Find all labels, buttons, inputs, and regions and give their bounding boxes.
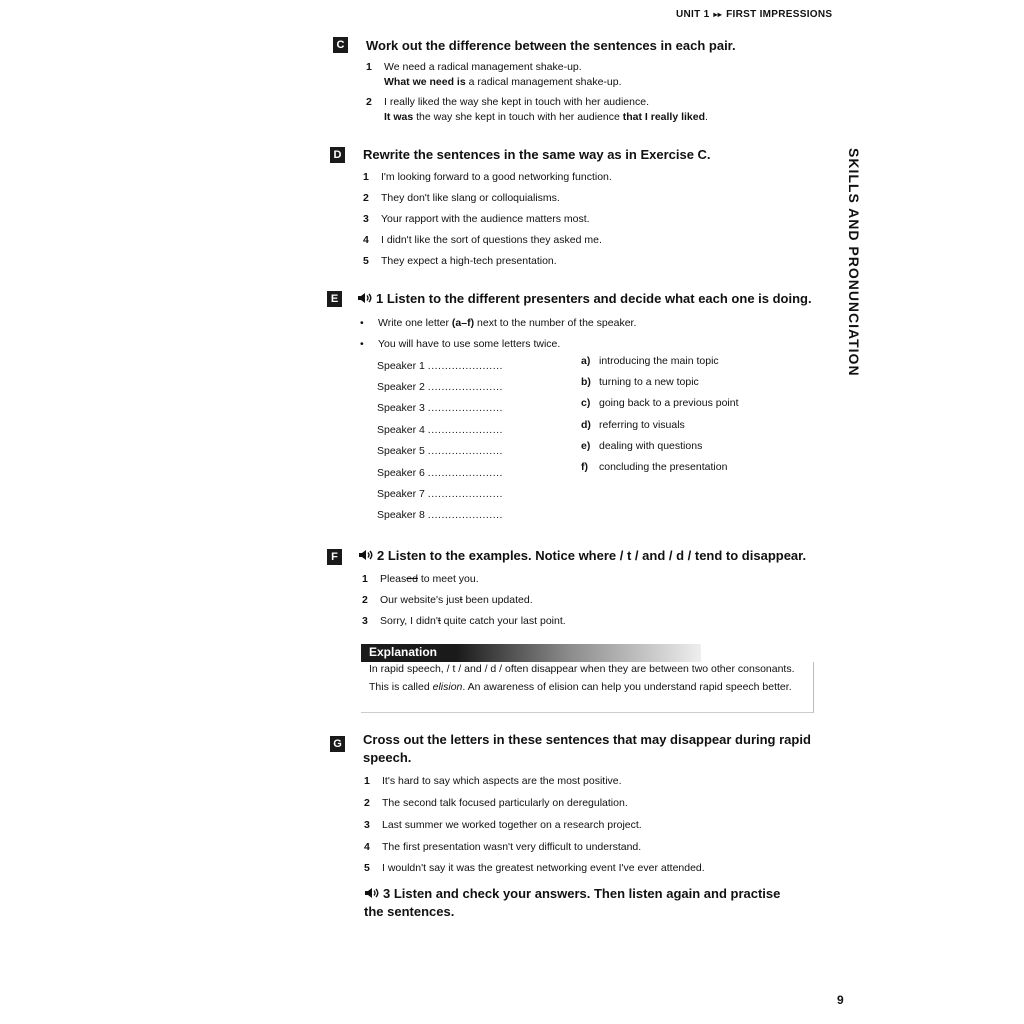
section-e-bullet: • Write one letter (a–f) next to the number of the speaker. <box>360 317 637 329</box>
side-title-text: SKILLS AND PRONUNCIATION <box>846 148 862 377</box>
section-c-item-rewrite: It was the way she kept in touch with her audience that I really liked. <box>384 111 708 123</box>
section-letter-f: F <box>327 549 342 565</box>
running-header <box>676 9 832 20</box>
section-c-title: Work out the difference between the sentences in each pair. <box>366 38 736 53</box>
section-c-item: 1 We need a radical management shake-up. <box>366 61 582 73</box>
section-g-item: 2 The second talk focused particularly on deregulation. <box>364 797 628 809</box>
section-e-title: 1 Listen to the different presenters and decide what each one is doing. <box>357 291 812 306</box>
speaker-answer-line[interactable]: Speaker 3 ...................... <box>377 402 503 414</box>
speaker-audio-icon <box>357 292 373 304</box>
section-letter-c: C <box>333 37 348 53</box>
speaker-answer-line[interactable]: Speaker 4 ...................... <box>377 424 503 436</box>
section-g-title: Cross out the letters in these sentences that may disappear during rapid speech. <box>363 732 811 765</box>
section-e-bullet: • You will have to use some letters twice. <box>360 338 561 350</box>
function-option: a) introducing the main topic <box>581 355 719 367</box>
function-option: d) referring to visuals <box>581 419 685 431</box>
section-c-item-rewrite: What we need is a radical management shake-up. <box>384 76 622 88</box>
section-g-item: 1 It's hard to say which aspects are the most positive. <box>364 775 622 787</box>
speaker-answer-line[interactable]: Speaker 2 ...................... <box>377 381 503 393</box>
speaker-answer-line[interactable]: Speaker 6 ...................... <box>377 467 503 479</box>
section-label: FIRST IMPRESSIONS <box>726 9 833 20</box>
speaker-answer-line[interactable]: Speaker 7 ...................... <box>377 488 503 500</box>
bullet-icon: • <box>360 317 364 329</box>
section-d-title: Rewrite the sentences in the same way as in Exercise C. <box>363 147 711 162</box>
section-d-item: 3 Your rapport with the audience matters most. <box>363 213 590 225</box>
section-f-title: 2 Listen to the examples. Notice where / t / and / d / tend to disappear. <box>358 548 806 563</box>
section-g-item: 4 The first presentation wasn't very difficult to understand. <box>364 841 642 853</box>
bullet-icon: • <box>360 338 364 350</box>
speaker-answer-line[interactable]: Speaker 5 ...................... <box>377 445 503 457</box>
section-f-item: 3 Sorry, I didn't quite catch your last point. <box>362 615 566 627</box>
section-d-item: 1 I'm looking forward to a good networking function. <box>363 171 612 183</box>
function-option: c) going back to a previous point <box>581 397 739 409</box>
section-f-item: 1 Pleased to meet you. <box>362 573 479 585</box>
speaker-audio-icon <box>358 549 374 561</box>
speaker-answer-line[interactable]: Speaker 8 ...................... <box>377 509 503 521</box>
speaker-audio-icon <box>364 887 380 899</box>
page-number: 9 <box>837 993 844 1007</box>
function-option: b) turning to a new topic <box>581 376 699 388</box>
side-section-title <box>846 148 868 377</box>
section-letter-e: E <box>327 291 342 307</box>
section-c-item: 2 I really liked the way she kept in touch with her audience. <box>366 96 649 108</box>
section-f-item: 2 Our website's just been updated. <box>362 594 533 606</box>
section-d-item: 2 They don't like slang or colloquialisms. <box>363 192 560 204</box>
section-d-item: 5 They expect a high-tech presentation. <box>363 255 557 267</box>
explanation-text: In rapid speech, / t / and / d / often disappear when they are between two other consonants. This is called elision. An awareness of elision can help you understand rapid speech better. <box>369 663 795 693</box>
header-arrows: ▸▸ <box>713 10 723 19</box>
section-g-followup: 3 Listen and check your answers. Then listen again and practise the sentences. <box>364 886 781 919</box>
function-option: f) concluding the presentation <box>581 461 728 473</box>
section-g-item: 5 I wouldn't say it was the greatest networking event I've ever attended. <box>364 862 705 874</box>
section-letter-d: D <box>330 147 345 163</box>
section-letter-g: G <box>330 736 345 752</box>
function-option: e) dealing with questions <box>581 440 703 452</box>
explanation-heading: Explanation <box>369 645 438 659</box>
speaker-answer-line[interactable]: Speaker 1 ...................... <box>377 360 503 372</box>
section-g-item: 3 Last summer we worked together on a research project. <box>364 819 642 831</box>
unit-label: UNIT 1 <box>676 9 710 20</box>
section-d-item: 4 I didn't like the sort of questions they asked me. <box>363 234 602 246</box>
